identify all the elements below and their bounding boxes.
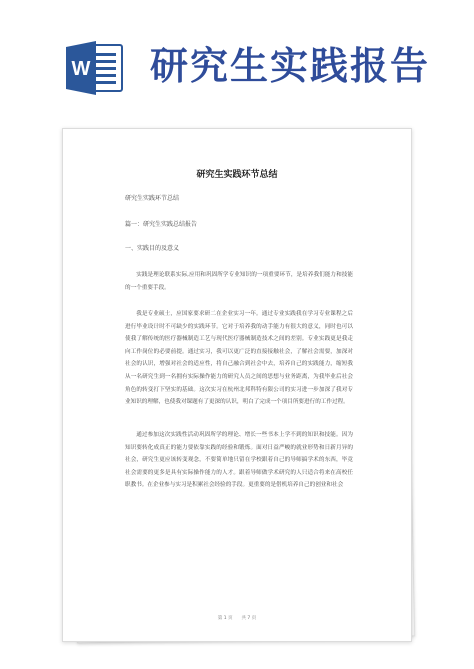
- paragraph-practice: [125, 429, 353, 492]
- document-title: 研究生实践环节总结: [196, 170, 278, 180]
- paragraph-internship: [125, 308, 353, 409]
- section-heading: 一、实践目的及意义: [125, 245, 180, 252]
- document-subtitle: 研究生实践环节总结: [125, 195, 180, 202]
- document-page: [62, 128, 412, 642]
- paragraph-text: 实践是理论联系实际,应用和巩固所学专业知识的一项重要环节，是培养我们能力和技能的一个重要手段。: [125, 272, 353, 291]
- banner-title: 研究生实践报告: [150, 44, 431, 88]
- part-heading: 篇一：研究生实践总结报告: [125, 221, 198, 228]
- paragraph-text: 通过参加这次实践性活动巩固所学的理论、增长一些书本上学不到的知识和技能。因为知识要转化成真正的能力要依靠实践的经验和锻炼。面对日益严峻的就业形势和日新月异的社会，研究生更应该转变观念，不要简单地只留在学校跟着自己的导师搞学术的东西，毕竟社会需要的更多是具有实际操作能力的人才。跟着导师做学术研究的人只适合将来在高校任职教书。在企业参与实习是积累社会经验的手段。更重要的是借机培养自己的创业和社会: [125, 432, 353, 489]
- page-footer: 第 1 页 共 7 页: [217, 616, 257, 621]
- svg-text:W: W: [71, 58, 91, 80]
- paragraph-purpose: [125, 269, 353, 294]
- paragraph-text: 我是专业硕士，应国家要求研二在企业实习一年。通过专业实践我在学习专业课程之后进行毕业设计时不可缺少的实践环节。它对于培养我的动手能力有很大的意义，同时也可以使我了解传统的医疗器械制造工艺与现代医疗器械制造技术之间的差别。专业实践更是我走向工作岗位的必要前提。通过实习，我可以更广泛的直接接触社会，了解社会需要，加深对社会的认识，增强对社会的适应性，将自己融合到社会中去，培养自己的实践能力，缩短我从一名研究生到一名拥有实际操作能力的研究人员之间的思想与业务距离，为我毕业后社会角色的转变打下坚实的基础。这次实习在杭州北邦科特有限公司的实习进一步加深了我对专业知识的理解，也使我对课题有了更深的认识，明白了完成一个项目所要进行的工作过程。: [125, 311, 353, 406]
- word-icon: [64, 37, 126, 99]
- banner: [0, 0, 474, 112]
